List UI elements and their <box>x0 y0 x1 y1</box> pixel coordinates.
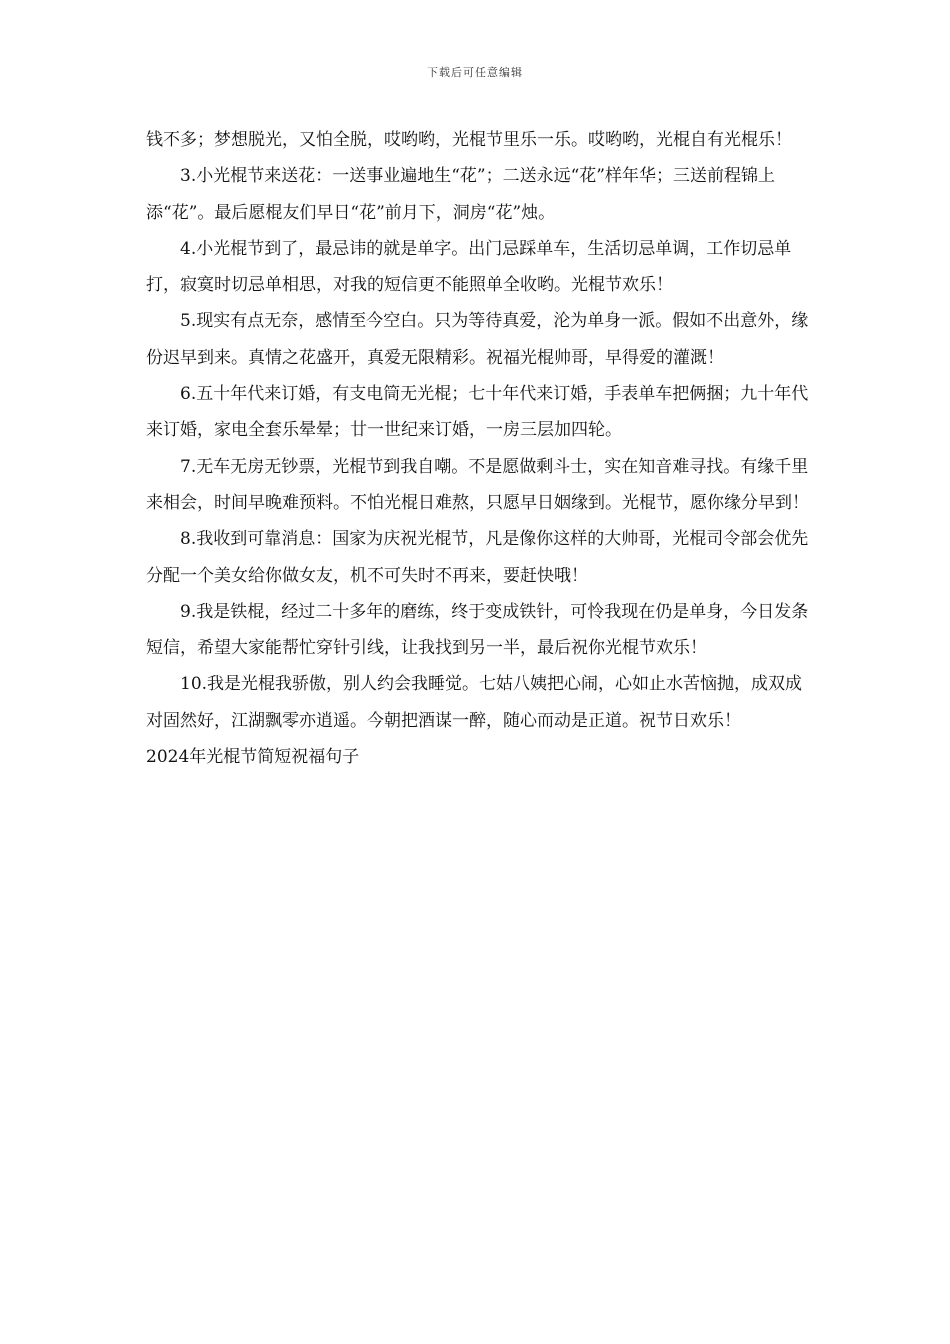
paragraph-item-6: 6.五十年代来订婚，有支电筒无光棍；七十年代来订婚，手表单车把俩捆；九十年代来订婚，家电全套乐晕晕；廿一世纪来订婚，一房三层加四轮。 <box>146 384 809 441</box>
section-title: 2024年光棍节简短祝福句子 <box>146 747 360 768</box>
paragraph-item-8: 8.我收到可靠消息：国家为庆祝光棍节，凡是像你这样的大帅哥，光棍司令部会优先分配一个美女给你做女友，机不可失时不再来，要赶快哦！ <box>146 529 809 586</box>
document-body <box>146 122 810 775</box>
paragraph-item-3: 3.小光棍节来送花：一送事业遍地生“花”；二送永远“花”样年华；三送前程锦上添“花”。最后愿棍友们早日“花”前月下，洞房“花”烛。 <box>146 166 775 223</box>
paragraph-item-9: 9.我是铁棍，经过二十多年的磨练，终于变成铁针，可怜我现在仍是单身，今日发条短信，希望大家能帮忙穿针引线，让我找到另一半，最后祝你光棍节欢乐！ <box>146 601 809 659</box>
paragraph-item-10: 10.我是光棍我骄傲，别人约会我睡觉。七姑八姨把心闹，心如止水苦恼抛，成双成对固然好，江湖飘零亦逍遥。今朝把酒谋一醉，随心而动是正道。祝节日欢乐！ <box>146 674 803 731</box>
paragraph-item-4: 4.小光棍节到了，最忌讳的就是单字。出门忌踩单车，生活切忌单调，工作切忌单打，寂寞时切忌单相思，对我的短信更不能照单全收哟。光棍节欢乐！ <box>146 238 792 296</box>
paragraph-continuation: 钱不多；梦想脱光，又怕全脱，哎哟哟，光棍节里乐一乐。哎哟哟，光棍自有光棍乐！ <box>146 130 792 150</box>
paragraph-item-7: 7.无车无房无钞票，光棍节到我自嘲。不是愿做剩斗士，实在知音难寻找。有缘千里来相会，时间早晚难预料。不怕光棍日难熬，只愿早日姻缘到。光棍节，愿你缘分早到！ <box>146 456 809 513</box>
page-header: 下载后可任意编辑 <box>427 66 523 79</box>
paragraph-item-5: 5.现实有点无奈，感情至今空白。只为等待真爱，沦为单身一派。假如不出意外，缘份迟早到来。真情之花盛开，真爱无限精彩。祝福光棍帅哥，早得爱的灌溉！ <box>146 311 809 368</box>
